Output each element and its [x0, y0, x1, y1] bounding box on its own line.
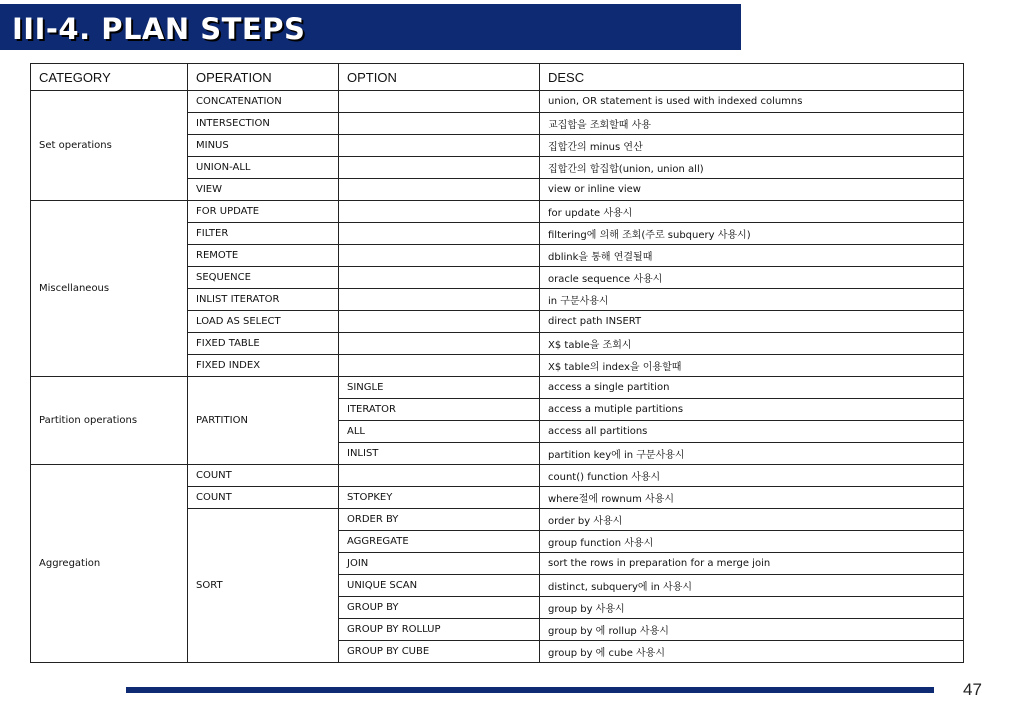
desc-cell: group function 사용시	[540, 531, 964, 553]
operation-cell: INLIST ITERATOR	[188, 289, 339, 311]
operation-cell: UNION-ALL	[188, 157, 339, 179]
option-cell: ORDER BY	[339, 509, 540, 531]
desc-cell: access a mutiple partitions	[540, 399, 964, 421]
desc-cell: 집합간의 minus 연산	[540, 135, 964, 157]
option-cell	[339, 289, 540, 311]
option-cell: SINGLE	[339, 377, 540, 399]
option-cell	[339, 113, 540, 135]
desc-cell: order by 사용시	[540, 509, 964, 531]
operation-cell: PARTITION	[188, 377, 339, 465]
desc-cell: sort the rows in preparation for a merge join	[540, 553, 964, 575]
option-cell	[339, 201, 540, 223]
option-cell: UNIQUE SCAN	[339, 575, 540, 597]
footer-line	[126, 687, 934, 693]
operation-cell: LOAD AS SELECT	[188, 311, 339, 333]
operation-cell: MINUS	[188, 135, 339, 157]
option-cell	[339, 179, 540, 201]
option-cell: ALL	[339, 421, 540, 443]
category-cell: Aggregation	[31, 465, 188, 663]
operation-cell: VIEW	[188, 179, 339, 201]
desc-cell: oracle sequence 사용시	[540, 267, 964, 289]
plan-steps-table	[30, 63, 964, 663]
desc-cell: for update 사용시	[540, 201, 964, 223]
desc-cell: dblink을 통해 연결될때	[540, 245, 964, 267]
desc-cell: group by 사용시	[540, 597, 964, 619]
option-cell	[339, 91, 540, 113]
option-cell	[339, 465, 540, 487]
option-cell	[339, 355, 540, 377]
option-cell: GROUP BY CUBE	[339, 641, 540, 663]
desc-cell: access all partitions	[540, 421, 964, 443]
desc-cell: 교집합을 조회할때 사용	[540, 113, 964, 135]
option-cell: JOIN	[339, 553, 540, 575]
operation-cell: FIXED TABLE	[188, 333, 339, 355]
operation-cell: SEQUENCE	[188, 267, 339, 289]
header-desc: DESC	[540, 64, 964, 91]
option-cell: GROUP BY ROLLUP	[339, 619, 540, 641]
page-title: III-4. PLAN STEPS	[12, 12, 306, 46]
operation-cell: FOR UPDATE	[188, 201, 339, 223]
category-cell: Miscellaneous	[31, 201, 188, 377]
option-cell: INLIST	[339, 443, 540, 465]
table-row	[31, 465, 964, 487]
desc-cell: X$ table을 조회시	[540, 333, 964, 355]
option-cell	[339, 245, 540, 267]
header-option: OPTION	[339, 64, 540, 91]
header-operation: OPERATION	[188, 64, 339, 91]
desc-cell: 집합간의 합집합(union, union all)	[540, 157, 964, 179]
category-cell: Set operations	[31, 91, 188, 201]
page-number: 47	[963, 680, 982, 699]
table-row	[31, 201, 964, 223]
option-cell: ITERATOR	[339, 399, 540, 421]
option-cell: GROUP BY	[339, 597, 540, 619]
header-category: CATEGORY	[31, 64, 188, 91]
table-row	[31, 91, 964, 113]
option-cell	[339, 135, 540, 157]
desc-cell: count() function 사용시	[540, 465, 964, 487]
operation-cell: REMOTE	[188, 245, 339, 267]
desc-cell: direct path INSERT	[540, 311, 964, 333]
desc-cell: X$ table의 index을 이용할때	[540, 355, 964, 377]
operation-cell: FILTER	[188, 223, 339, 245]
table-header-row	[31, 64, 964, 91]
operation-cell: INTERSECTION	[188, 113, 339, 135]
option-cell	[339, 223, 540, 245]
desc-cell: access a single partition	[540, 377, 964, 399]
desc-cell: distinct, subquery에 in 사용시	[540, 575, 964, 597]
category-cell: Partition operations	[31, 377, 188, 465]
operation-cell: FIXED INDEX	[188, 355, 339, 377]
title-bar	[0, 4, 741, 50]
desc-cell: view or inline view	[540, 179, 964, 201]
operation-cell: SORT	[188, 509, 339, 663]
desc-cell: where절에 rownum 사용시	[540, 487, 964, 509]
desc-cell: partition key에 in 구문사용시	[540, 443, 964, 465]
operation-cell: COUNT	[188, 487, 339, 509]
option-cell: STOPKEY	[339, 487, 540, 509]
option-cell	[339, 267, 540, 289]
table-row	[31, 377, 964, 399]
option-cell	[339, 311, 540, 333]
option-cell: AGGREGATE	[339, 531, 540, 553]
desc-cell: filtering에 의해 조회(주로 subquery 사용시)	[540, 223, 964, 245]
desc-cell: in 구문사용시	[540, 289, 964, 311]
desc-cell: group by 에 cube 사용시	[540, 641, 964, 663]
operation-cell: COUNT	[188, 465, 339, 487]
desc-cell: group by 에 rollup 사용시	[540, 619, 964, 641]
operation-cell: CONCATENATION	[188, 91, 339, 113]
option-cell	[339, 333, 540, 355]
desc-cell: union, OR statement is used with indexed columns	[540, 91, 964, 113]
option-cell	[339, 157, 540, 179]
